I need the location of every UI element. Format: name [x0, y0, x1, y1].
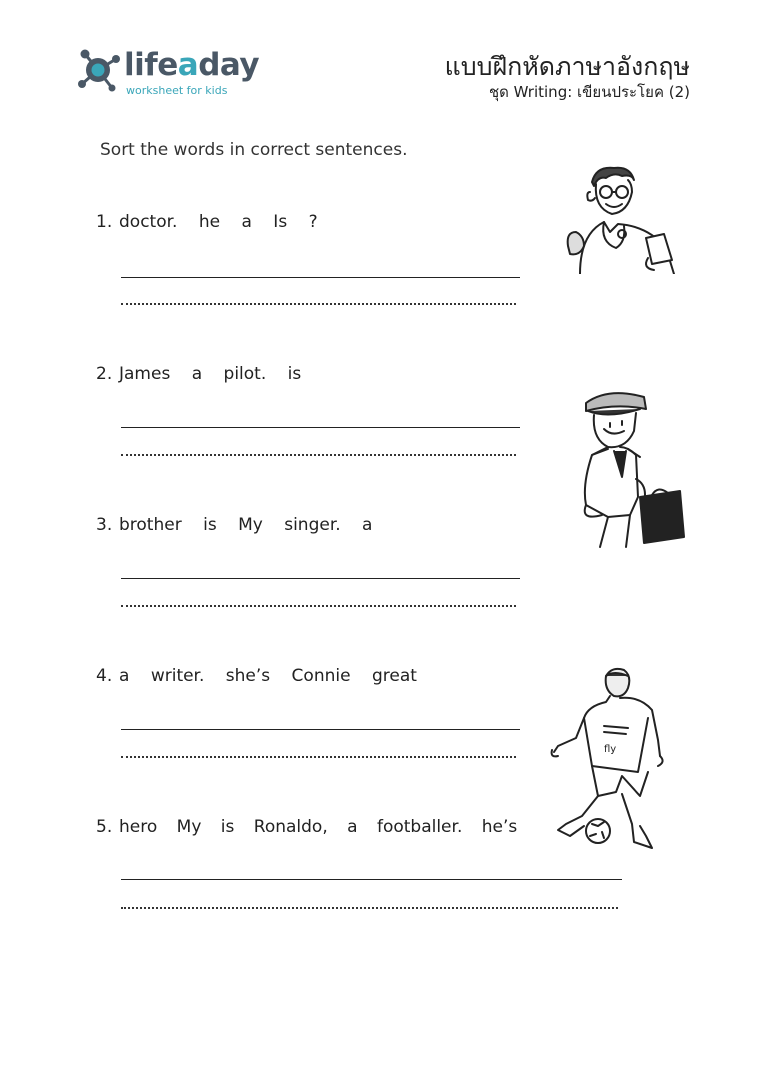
answer-dotted-line[interactable] — [121, 454, 516, 456]
svg-text:fly: fly — [604, 744, 617, 755]
answer-line[interactable] — [121, 277, 520, 278]
lifeaday-logo — [74, 44, 264, 100]
question-number: 5. — [96, 817, 113, 837]
answer-line[interactable] — [121, 427, 520, 428]
question-number: 2. — [96, 364, 113, 384]
question-number: 4. — [96, 666, 113, 686]
answer-dotted-line[interactable] — [121, 756, 516, 758]
answer-dotted-line[interactable] — [121, 605, 516, 607]
answer-line[interactable] — [121, 578, 520, 579]
question-number: 1. — [96, 212, 113, 232]
scrambled-words: hero My is Ronaldo, a footballer. he’s — [119, 817, 518, 837]
answer-line[interactable] — [121, 729, 520, 730]
molecule-logo-icon — [74, 46, 122, 94]
page-title: แบบฝึกหัดภาษาอังกฤษ — [444, 52, 690, 81]
doctor-icon — [562, 162, 682, 274]
scrambled-words: James a pilot. is — [119, 364, 302, 384]
scrambled-words: brother is My singer. a — [119, 515, 373, 535]
logo-wordmark: lifeaday — [124, 47, 260, 83]
answer-dotted-line[interactable] — [121, 907, 618, 909]
instruction-text: Sort the words in correct sentences. — [100, 140, 408, 158]
page-subtitle: ชุด Writing: เขียนประโยค (2) — [488, 83, 690, 101]
answer-dotted-line[interactable] — [121, 303, 516, 305]
footballer-icon — [548, 666, 688, 856]
scrambled-words: doctor. he a Is ? — [119, 212, 318, 232]
question-number: 3. — [96, 515, 113, 535]
answer-line[interactable] — [121, 879, 622, 880]
pilot-icon — [578, 385, 688, 549]
scrambled-words: a writer. she’s Connie great — [119, 666, 417, 686]
logo-tagline: worksheet for kids — [126, 84, 228, 97]
